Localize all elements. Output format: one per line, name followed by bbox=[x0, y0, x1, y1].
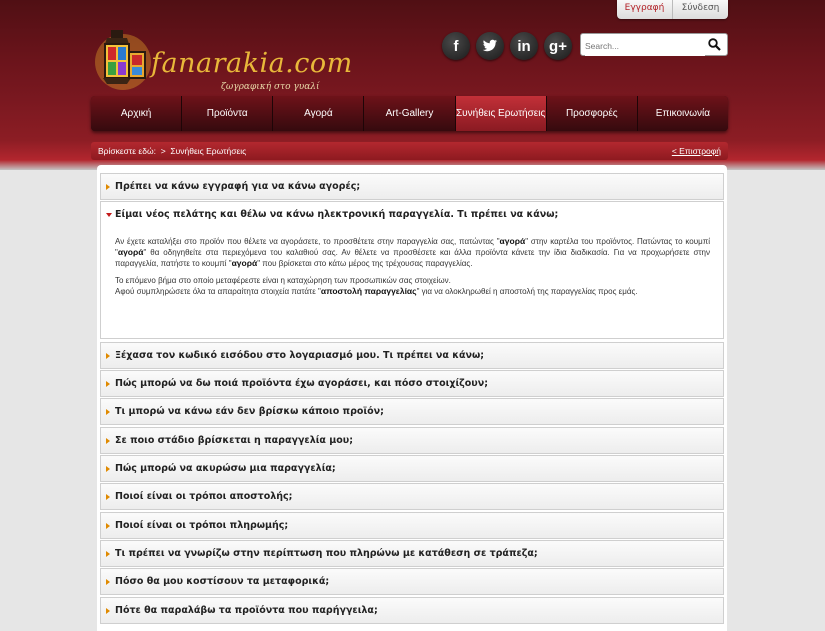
nav-item-contact[interactable]: Επικοινωνία bbox=[638, 96, 728, 131]
twitter-bird-icon bbox=[482, 39, 498, 53]
faq-question: Ξέχασα τον κωδικό εισόδου στο λογαριασμό μου. Τι πρέπει να κάνω; bbox=[115, 350, 484, 361]
register-link[interactable]: Εγγραφή bbox=[617, 0, 673, 19]
answer-line: Το επόμενο βήμα στο οποίο μεταφέρεστε είναι η καταχώρηση των προσωπικών σας στοιχείων. bbox=[115, 276, 451, 285]
faq-question: Πόσο θα μου κοστίσουν τα μεταφορικά; bbox=[115, 576, 330, 587]
collapsed-arrow-icon bbox=[106, 353, 110, 359]
faq-question: Ποιοί είναι οι τρόποι πληρωμής; bbox=[115, 520, 289, 531]
breadcrumb-current: Συνήθεις Ερωτήσεις bbox=[170, 146, 247, 156]
account-links bbox=[617, 0, 728, 19]
facebook-icon[interactable]: f bbox=[442, 32, 470, 60]
linkedin-icon[interactable]: in bbox=[510, 32, 538, 60]
search-box bbox=[580, 33, 728, 56]
logo-wordmark: fanarakia.com bbox=[151, 48, 353, 79]
social-links bbox=[442, 32, 572, 60]
answer-text: " θα οδηγηθείτε στα περιεχόμενα του καλαθιού σας. Αν θέλετε να προσθέσετε και άλλα προϊόντα κάνετε την ίδια διαδικασία. Για να προχωρήσετε στην παραγγελία, πατήστε το κουμπί " bbox=[115, 248, 710, 268]
nav-item-purchase[interactable]: Αγορά bbox=[273, 96, 364, 131]
expanded-arrow-icon bbox=[106, 213, 112, 217]
collapsed-arrow-icon bbox=[106, 608, 110, 614]
lantern-logo-icon bbox=[93, 24, 153, 96]
answer-text: " που βρίσκεται στο κάτω μέρος της τρέχουσας παραγγελίας. bbox=[257, 259, 473, 268]
faq-question: Πώς μπορώ να δω ποιά προϊόντα έχω αγοράσει, και πόσο στοιχίζουν; bbox=[115, 378, 488, 389]
collapsed-arrow-icon bbox=[106, 466, 110, 472]
main-navigation bbox=[91, 96, 728, 131]
faq-item[interactable] bbox=[100, 173, 724, 200]
collapsed-arrow-icon bbox=[106, 381, 110, 387]
search-icon[interactable] bbox=[708, 38, 721, 51]
faq-question: Τι πρέπει να γνωρίζω στην περίπτωση που πληρώνω με κατάθεση σε τράπεζα; bbox=[115, 548, 538, 559]
nav-item-home[interactable]: Αρχική bbox=[91, 96, 182, 131]
nav-item-art-gallery[interactable]: Art-Gallery bbox=[364, 96, 455, 131]
collapsed-arrow-icon bbox=[106, 184, 110, 190]
nav-item-offers[interactable]: Προσφορές bbox=[547, 96, 638, 131]
faq-question: Τι μπορώ να κάνω εάν δεν βρίσκω κάποιο προϊόν; bbox=[115, 406, 384, 417]
answer-text: " στην καρτέλα του προϊόντος. Πατώντας το κουμπί " bbox=[115, 237, 711, 257]
logo-tagline: ζωγραφική στο γυαλί bbox=[221, 82, 320, 92]
collapsed-arrow-icon bbox=[106, 523, 110, 529]
back-link[interactable]: < Επιστροφή bbox=[671, 146, 721, 156]
faq-item[interactable] bbox=[100, 370, 724, 397]
faq-question: Ποιοί είναι οι τρόποι αποστολής; bbox=[115, 491, 293, 502]
answer-emphasis: αποστολή παραγγελίας bbox=[320, 286, 417, 296]
faq-item[interactable] bbox=[100, 512, 724, 539]
googleplus-icon[interactable]: g+ bbox=[544, 32, 572, 60]
faq-content bbox=[97, 165, 727, 631]
search-input[interactable] bbox=[585, 36, 705, 56]
faq-item[interactable] bbox=[100, 540, 724, 567]
collapsed-arrow-icon bbox=[106, 579, 110, 585]
nav-item-faq[interactable]: Συνήθεις Ερωτήσεις bbox=[456, 96, 547, 131]
faq-item[interactable] bbox=[100, 427, 724, 454]
breadcrumb-prefix: Βρίσκεστε εδώ: bbox=[98, 146, 156, 156]
faq-item[interactable] bbox=[100, 342, 724, 369]
answer-paragraph bbox=[115, 236, 710, 269]
faq-item[interactable] bbox=[100, 597, 724, 624]
faq-question: Πότε θα παραλάβω τα προϊόντα που παρήγγειλα; bbox=[115, 605, 378, 616]
login-link[interactable]: Σύνδεση bbox=[681, 3, 720, 13]
faq-question: Είμαι νέος πελάτης και θέλω να κάνω ηλεκτρονική παραγγελία. Τι πρέπει να κάνω; bbox=[115, 209, 559, 220]
answer-text: Αφού συμπληρώσετε όλα τα απαραίτητα στοιχεία πατάτε " bbox=[115, 287, 321, 296]
site-logo[interactable] bbox=[93, 22, 353, 97]
faq-item[interactable] bbox=[100, 483, 724, 510]
faq-question: Πρέπει να κάνω εγγραφή για να κάνω αγορές; bbox=[115, 181, 361, 192]
answer-text: " για να ολοκληρωθεί η αποστολή της παραγγελίας προς εμάς. bbox=[416, 287, 638, 296]
faq-question: Σε ποιο στάδιο βρίσκεται η παραγγελία μου; bbox=[115, 435, 353, 446]
breadcrumb-separator: > bbox=[160, 146, 166, 156]
answer-emphasis: αγορά bbox=[499, 236, 526, 246]
faq-item[interactable] bbox=[100, 568, 724, 595]
collapsed-arrow-icon bbox=[106, 438, 110, 444]
answer-line bbox=[115, 286, 710, 297]
collapsed-arrow-icon bbox=[106, 494, 110, 500]
collapsed-arrow-icon bbox=[106, 551, 110, 557]
collapsed-arrow-icon bbox=[106, 409, 110, 415]
faq-item[interactable] bbox=[100, 398, 724, 425]
faq-item[interactable] bbox=[100, 455, 724, 482]
faq-question: Πώς μπορώ να ακυρώσω μια παραγγελία; bbox=[115, 463, 336, 474]
answer-text: Αν έχετε καταλήξει στο προϊόν που θέλετε να αγοράσετε, το προσθέτετε στην παραγγελία σας, πατώντας " bbox=[115, 237, 500, 246]
answer-emphasis: αγορά bbox=[117, 247, 144, 257]
answer-emphasis: αγορά bbox=[231, 258, 258, 268]
faq-item-open[interactable] bbox=[100, 201, 724, 339]
breadcrumb bbox=[91, 142, 728, 160]
twitter-icon[interactable] bbox=[476, 32, 504, 60]
faq-answer bbox=[115, 236, 710, 297]
nav-item-products[interactable]: Προϊόντα bbox=[182, 96, 273, 131]
